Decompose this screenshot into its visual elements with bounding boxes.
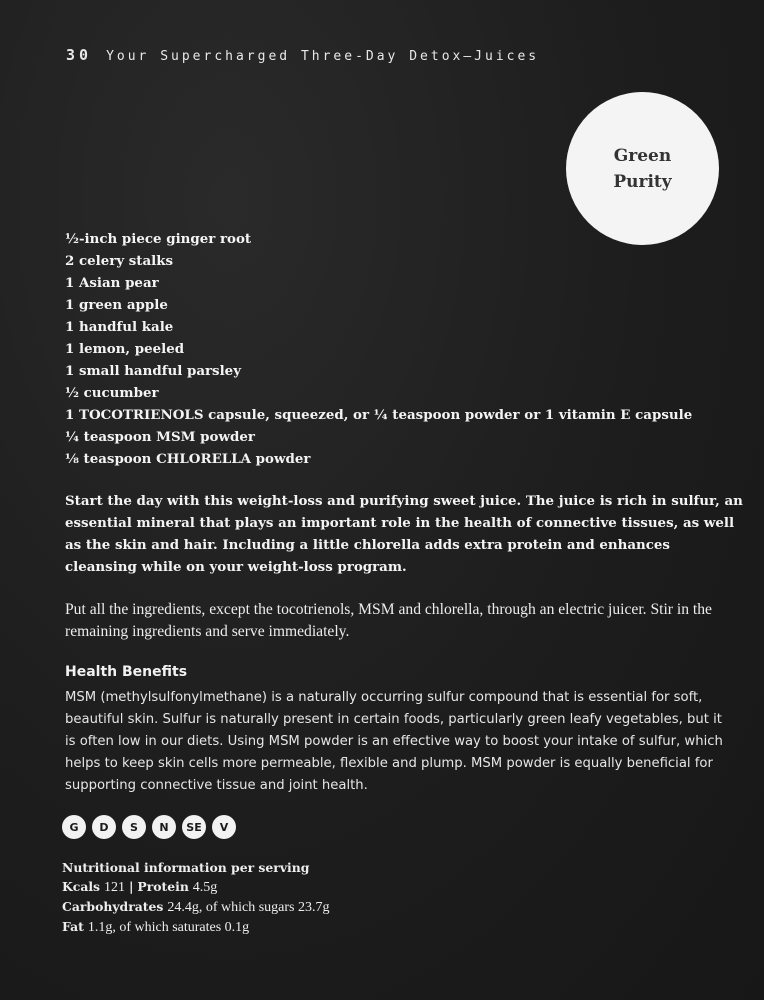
page-number: 30	[66, 46, 93, 64]
ingredient-item: 1 TOCOTRIENOLS capsule, squeezed, or ¼ teaspoon powder or 1 vitamin E capsule	[65, 407, 693, 423]
recipe-title-line2: Purity	[613, 171, 672, 192]
ingredient-item: ½ cucumber	[65, 385, 159, 401]
ingredient-list	[65, 228, 692, 470]
nut-free-icon: N	[152, 815, 176, 839]
protein-value: 4.5g	[192, 880, 218, 895]
fat-value: 1.1g, of which saturates 0.1g	[87, 920, 250, 935]
ingredient-item: 1 small handful parsley	[65, 363, 241, 379]
fat-label: Fat	[62, 919, 84, 934]
recipe-intro: Start the day with this weight-loss and purifying sweet juice. The juice is rich in sulfur, an essential mineral that plays an important role in the health of connective tissues, as well as the skin and hair. Including a little chlorella adds extra protein and enhances cleansing while on your weight-loss program.	[65, 493, 743, 575]
carbs-label: Carbohydrates	[62, 899, 164, 914]
running-title: Your Supercharged Three-Day Detox—Juices	[106, 49, 540, 64]
gluten-free-icon: G	[62, 815, 86, 839]
vegetarian-icon: V	[212, 815, 236, 839]
ingredient-item: ⅛ teaspoon CHLORELLA powder	[65, 451, 311, 467]
health-benefits-heading: Health Benefits	[65, 664, 188, 680]
ingredient-item: 1 Asian pear	[65, 275, 159, 291]
recipe-title-line1: Green	[613, 145, 672, 166]
nutrition-separator: |	[128, 879, 134, 894]
dairy-free-icon: D	[92, 815, 116, 839]
nutrition-title: Nutritional information per serving	[62, 860, 310, 875]
nutrition-line-carbs	[62, 897, 329, 917]
ingredient-item: 1 handful kale	[65, 319, 174, 335]
nutrition-line-kcals	[62, 877, 329, 897]
carbs-value: 24.4g, of which sugars 23.7g	[167, 900, 330, 915]
seed-free-icon: SE	[182, 815, 206, 839]
health-benefits-text: MSM (methylsulfonylmethane) is a naturally occurring sulfur compound that is essential for soft, beautiful skin. Sulfur is naturally present in certain foods, particularly green leafy vegetables, but it is often low in our diets. Using MSM powder is an effective way to boost your intake of sulfur, which helps to keep skin cells more permeable, flexible and plump. MSM powder is equally beneficial for supporting connective tissue and joint health.	[65, 690, 723, 793]
ingredient-item: 1 green apple	[65, 297, 168, 313]
kcals-value: 121	[103, 880, 125, 895]
protein-label: Protein	[137, 879, 189, 894]
diet-icon-row	[62, 815, 236, 839]
running-header	[66, 46, 539, 64]
ingredient-item: 2 celery stalks	[65, 253, 174, 269]
ingredient-item: ½-inch piece ginger root	[65, 231, 252, 247]
ingredient-item: 1 lemon, peeled	[65, 341, 185, 357]
nutrition-info	[62, 858, 329, 937]
nutrition-line-fat	[62, 917, 329, 937]
recipe-method: Put all the ingredients, except the tocotrienols, MSM and chlorella, through an electric juicer. Stir in the remaining ingredients and serve immediately.	[65, 601, 712, 640]
kcals-label: Kcals	[62, 879, 101, 894]
recipe-title-badge	[566, 92, 719, 245]
soy-free-icon: S	[122, 815, 146, 839]
ingredient-item: ¼ teaspoon MSM powder	[65, 429, 255, 445]
